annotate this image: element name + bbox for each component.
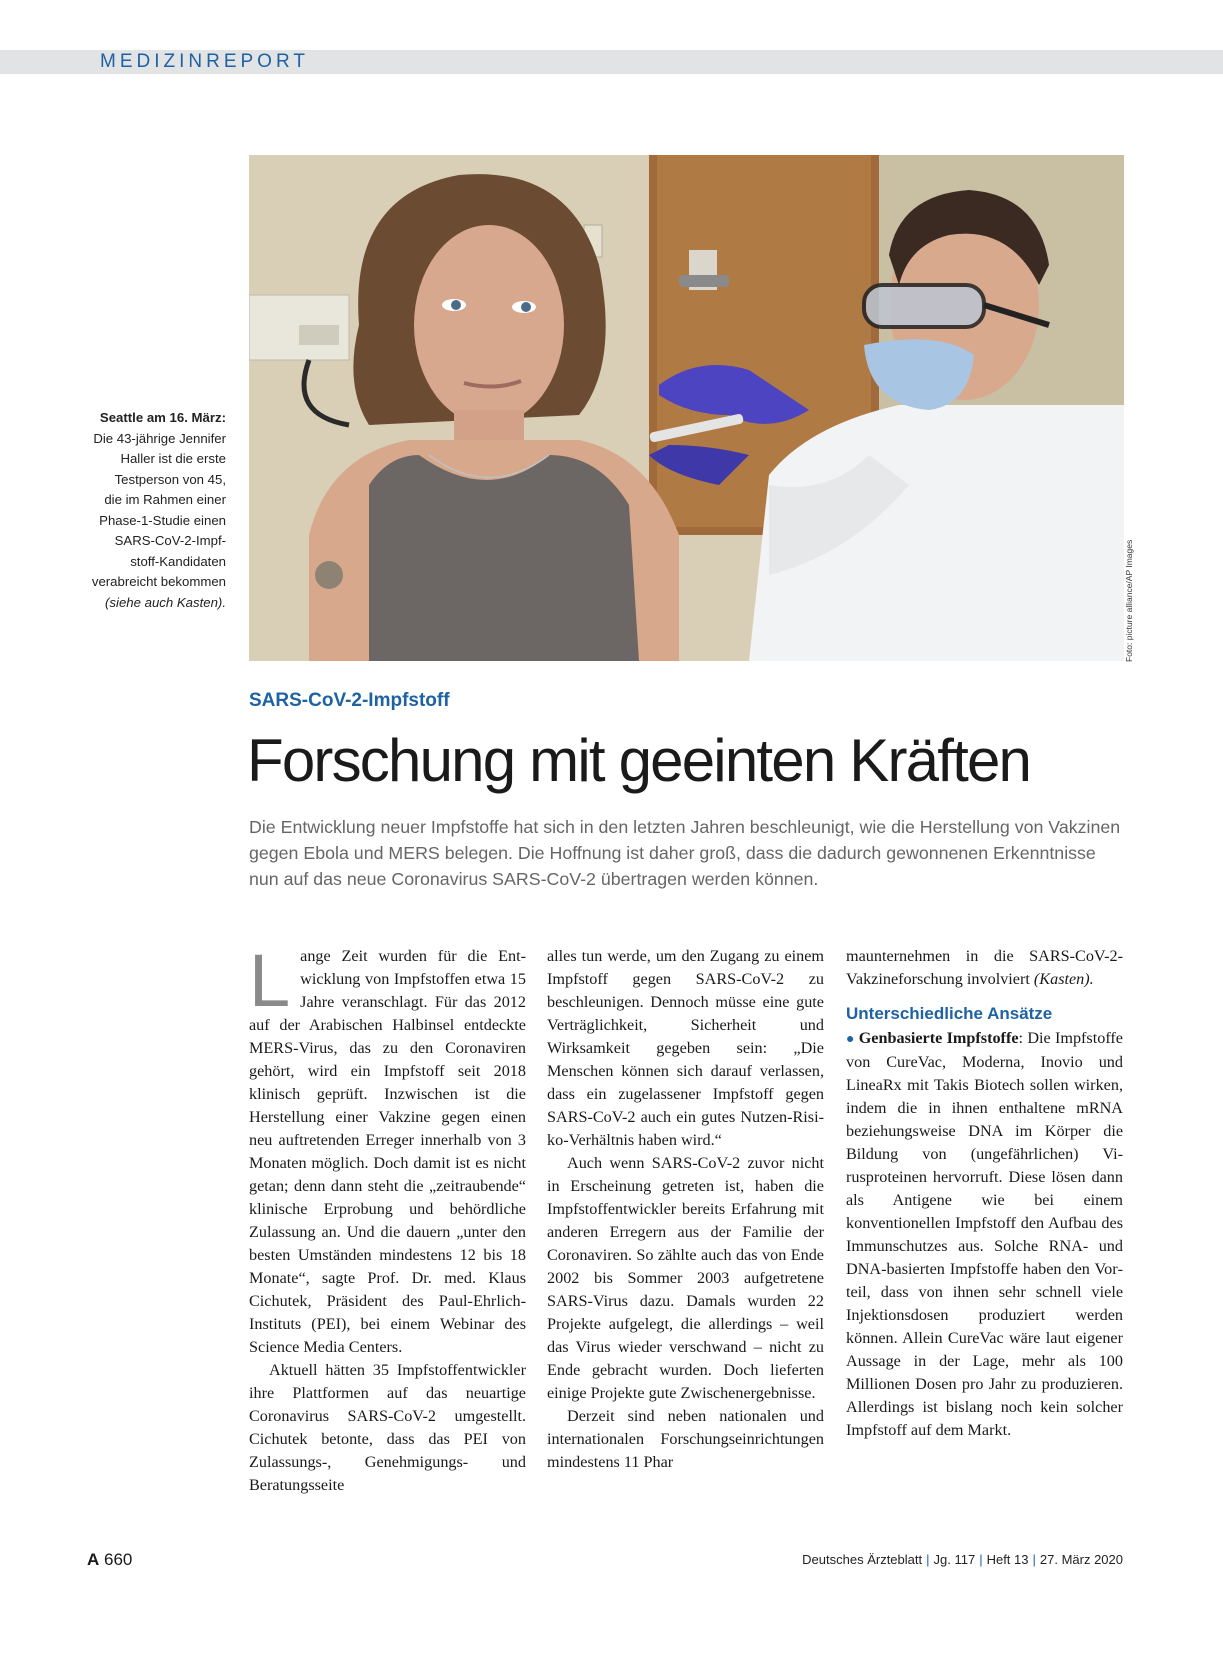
issue-date: 27. März 2020: [1039, 1552, 1123, 1567]
paragraph: [846, 945, 1123, 991]
article-photo: [249, 155, 1124, 661]
caption-reference: (siehe auch Kasten).: [105, 594, 226, 610]
article-column-1: [249, 939, 526, 1497]
caption-line: die im Rahmen einer: [104, 492, 226, 507]
box-reference: (Kasten).: [1033, 970, 1094, 988]
bullet-icon: ●: [846, 1032, 855, 1047]
caption-line: Die 43-jährige Jennifer: [93, 430, 226, 446]
caption-line: stoff-Kandidaten: [130, 553, 226, 569]
paragraph: [249, 939, 526, 1359]
caption-line: Haller ist die erste: [120, 451, 226, 466]
separator: |: [979, 1552, 983, 1567]
paragraph: alles tun werde, um den Zugang zu einem Impfstoff gegen SARS-CoV-2 zu beschleunigen. Dennoch müsse eine gute Verträglichkeit, Sicherheit und Wirksamkeit gegeben sein: „Die Menschen können sich darauf verlassen, dass ein zugelassener Impfstoff gegen SARS-CoV-2 auch ein gutes Nutzen-Risiko-Verhältnis haben wird.“: [547, 947, 824, 1149]
paragraph: ● Genbasierte Impfstoffe: Die Impfstoffe von CureVac, Moderna, Inovio und LineaRx mit Takis Biotech sollen wirken, indem die in ihnen enthaltene mRNA beziehungsweise DNA im Körper die Bildung von (ungefährlichen) Virusproteinen hervorruft. Diese lösen dann als Antigene wie bei einem konventionellen Impfstoff den Aufbau des Immunschutzes aus. Solche RNA- und DNA-basierten Impfstoffe haben den Vorteil, dass von ihnen sehr schnell viele Injektionsdosen produziert werden können. Allein CureVac wäre laut eigener Aussage in der Lage, mehr als 100 Millionen Dosen pro Jahr zu produzieren. Allerdings ist bislang noch kein solcher Impfstoff auf dem Markt.: [846, 1029, 1123, 1439]
paragraph: Auch wenn SARS-CoV-2 zuvor nicht in Erscheinung getreten ist, haben die Impfstoffentwickler bereits Erfahrung mit anderen Erregern aus der Familie der Coronaviren. So zählte auch das von Ende 2002 bis Sommer 2003 aufgetretene SARS-Virus dazu. Damals wurden 22 Projekte aufgelegt, die allerdings – weil das Virus wieder verschwand – nicht zu Ende gebracht wurden. Doch lieferten einige Projekte gute Zwischenergebnisse.: [547, 1154, 824, 1402]
page-prefix: A: [87, 1550, 100, 1569]
page-number-value: 660: [104, 1550, 133, 1569]
article-column-2: [547, 945, 824, 1474]
caption-title: Seattle am 16. März:: [99, 410, 226, 425]
article-headline: Forschung mit geeinten Kräften: [247, 727, 1031, 794]
caption-line: verabreicht bekommen: [91, 574, 226, 589]
imprint: [802, 1552, 1123, 1567]
paragraph: Aktuell hätten 35 Impfstoffentwickler ihre Plattformen auf das neuartige Coronavirus SARS-CoV-2 umgestellt. Cichutek betonte, dass das PEI von Zulassungs-, Genehmigungs- und Beratungsseite: [249, 1361, 526, 1494]
section-subhead: Unterschiedliche Ansätze: [846, 1004, 1053, 1023]
bullet-term: Genbasierte Impfstoffe: [858, 1029, 1019, 1047]
article-column-3: [846, 945, 1123, 1442]
photo-credit: Foto: picture alliance/AP Images: [1124, 539, 1134, 662]
volume: Jg. 117: [933, 1552, 976, 1567]
drop-cap: L: [249, 939, 291, 1022]
page-number: [87, 1550, 132, 1570]
journal-name: Deutsches Ärzteblatt: [802, 1552, 923, 1567]
issue: Heft 13: [986, 1552, 1029, 1567]
paragraph: Derzeit sind neben nationalen und internationalen Forschungseinrichtungen mindestens 11 Phar: [547, 1407, 824, 1471]
caption-line: Testperson von 45,: [114, 471, 226, 487]
photo-caption: [60, 408, 226, 613]
paragraph-text: ange Zeit wurden für die Entwicklung von Impfstoffen etwa 15 Jahre veranschlagt. Für das 2012 auf der Arabischen Halbinsel entdeckte MERS-Virus, das zu den Coronaviren gehört, wird ein Impfstoff seit 2018 klinisch geprüft. Inzwischen ist die Herstellung einer Vakzine gegen einen neu auftretenden Erreger innerhalb von 3 Monaten möglich. Doch damit ist es nicht getan; denn dann steht die „zeitraubende“ klinische Erprobung und behördliche Zulassung an. Und die dauern „unter den besten Umständen mindestens 12 bis 18 Monate“, sagte Prof. Dr. med. Klaus Cichutek, Präsident des Paul-Ehrlich-Instituts (PEI), bei einem Webinar des Science Media Centers.: [249, 947, 526, 1356]
caption-line: Phase-1-Studie einen: [99, 512, 226, 528]
separator: |: [1032, 1552, 1036, 1567]
page-footer: [0, 1550, 1223, 1574]
article-kicker: SARS-CoV-2-Impfstoff: [249, 690, 450, 711]
paragraph-text: maunternehmen in die SARS-CoV-2-Vakzineforschung involviert: [846, 947, 1123, 988]
section-label: MEDIZINREPORT: [100, 51, 309, 72]
article-lead: Die Entwicklung neuer Impfstoffe hat sich in den letzten Jahren beschleunigt, wie die Herstellung von Vakzinen gegen Ebola und MERS belegen. Die Hoffnung ist daher groß, dass die dadurch gewonnenen Erkenntnisse nun auf das neue Coronavirus SARS-CoV-2 übertragen werden können.: [249, 817, 1121, 889]
vaccination-photo-illustration: [249, 155, 1124, 661]
caption-line: SARS-CoV-2-Impf-: [114, 533, 226, 548]
paragraph-text: Die Impfstoffe von CureVac, Moderna, Inovio und LineaRx mit Takis Biotech sollen wirken, indem die in ihnen enthaltene mRNA beziehungsweise DNA im Körper die Bildung von (ungefährlichen) Virusproteinen hervorruft. Diese lösen dann als Antigene wie bei einem konventionellen Impfstoff den Aufbau des Immunschutzes aus. Solche RNA- und DNA-basierten Impfstoffe haben den Vorteil, dass von ihnen sehr schnell viele Injektionsdosen produziert werden können. Allein CureVac wäre laut eigener Aussage in der Lage, mehr als 100 Millionen Dosen pro Jahr zu produzieren. Allerdings ist bislang noch kein solcher Impfstoff auf dem Markt.: [846, 1029, 1123, 1439]
separator: |: [926, 1552, 930, 1567]
